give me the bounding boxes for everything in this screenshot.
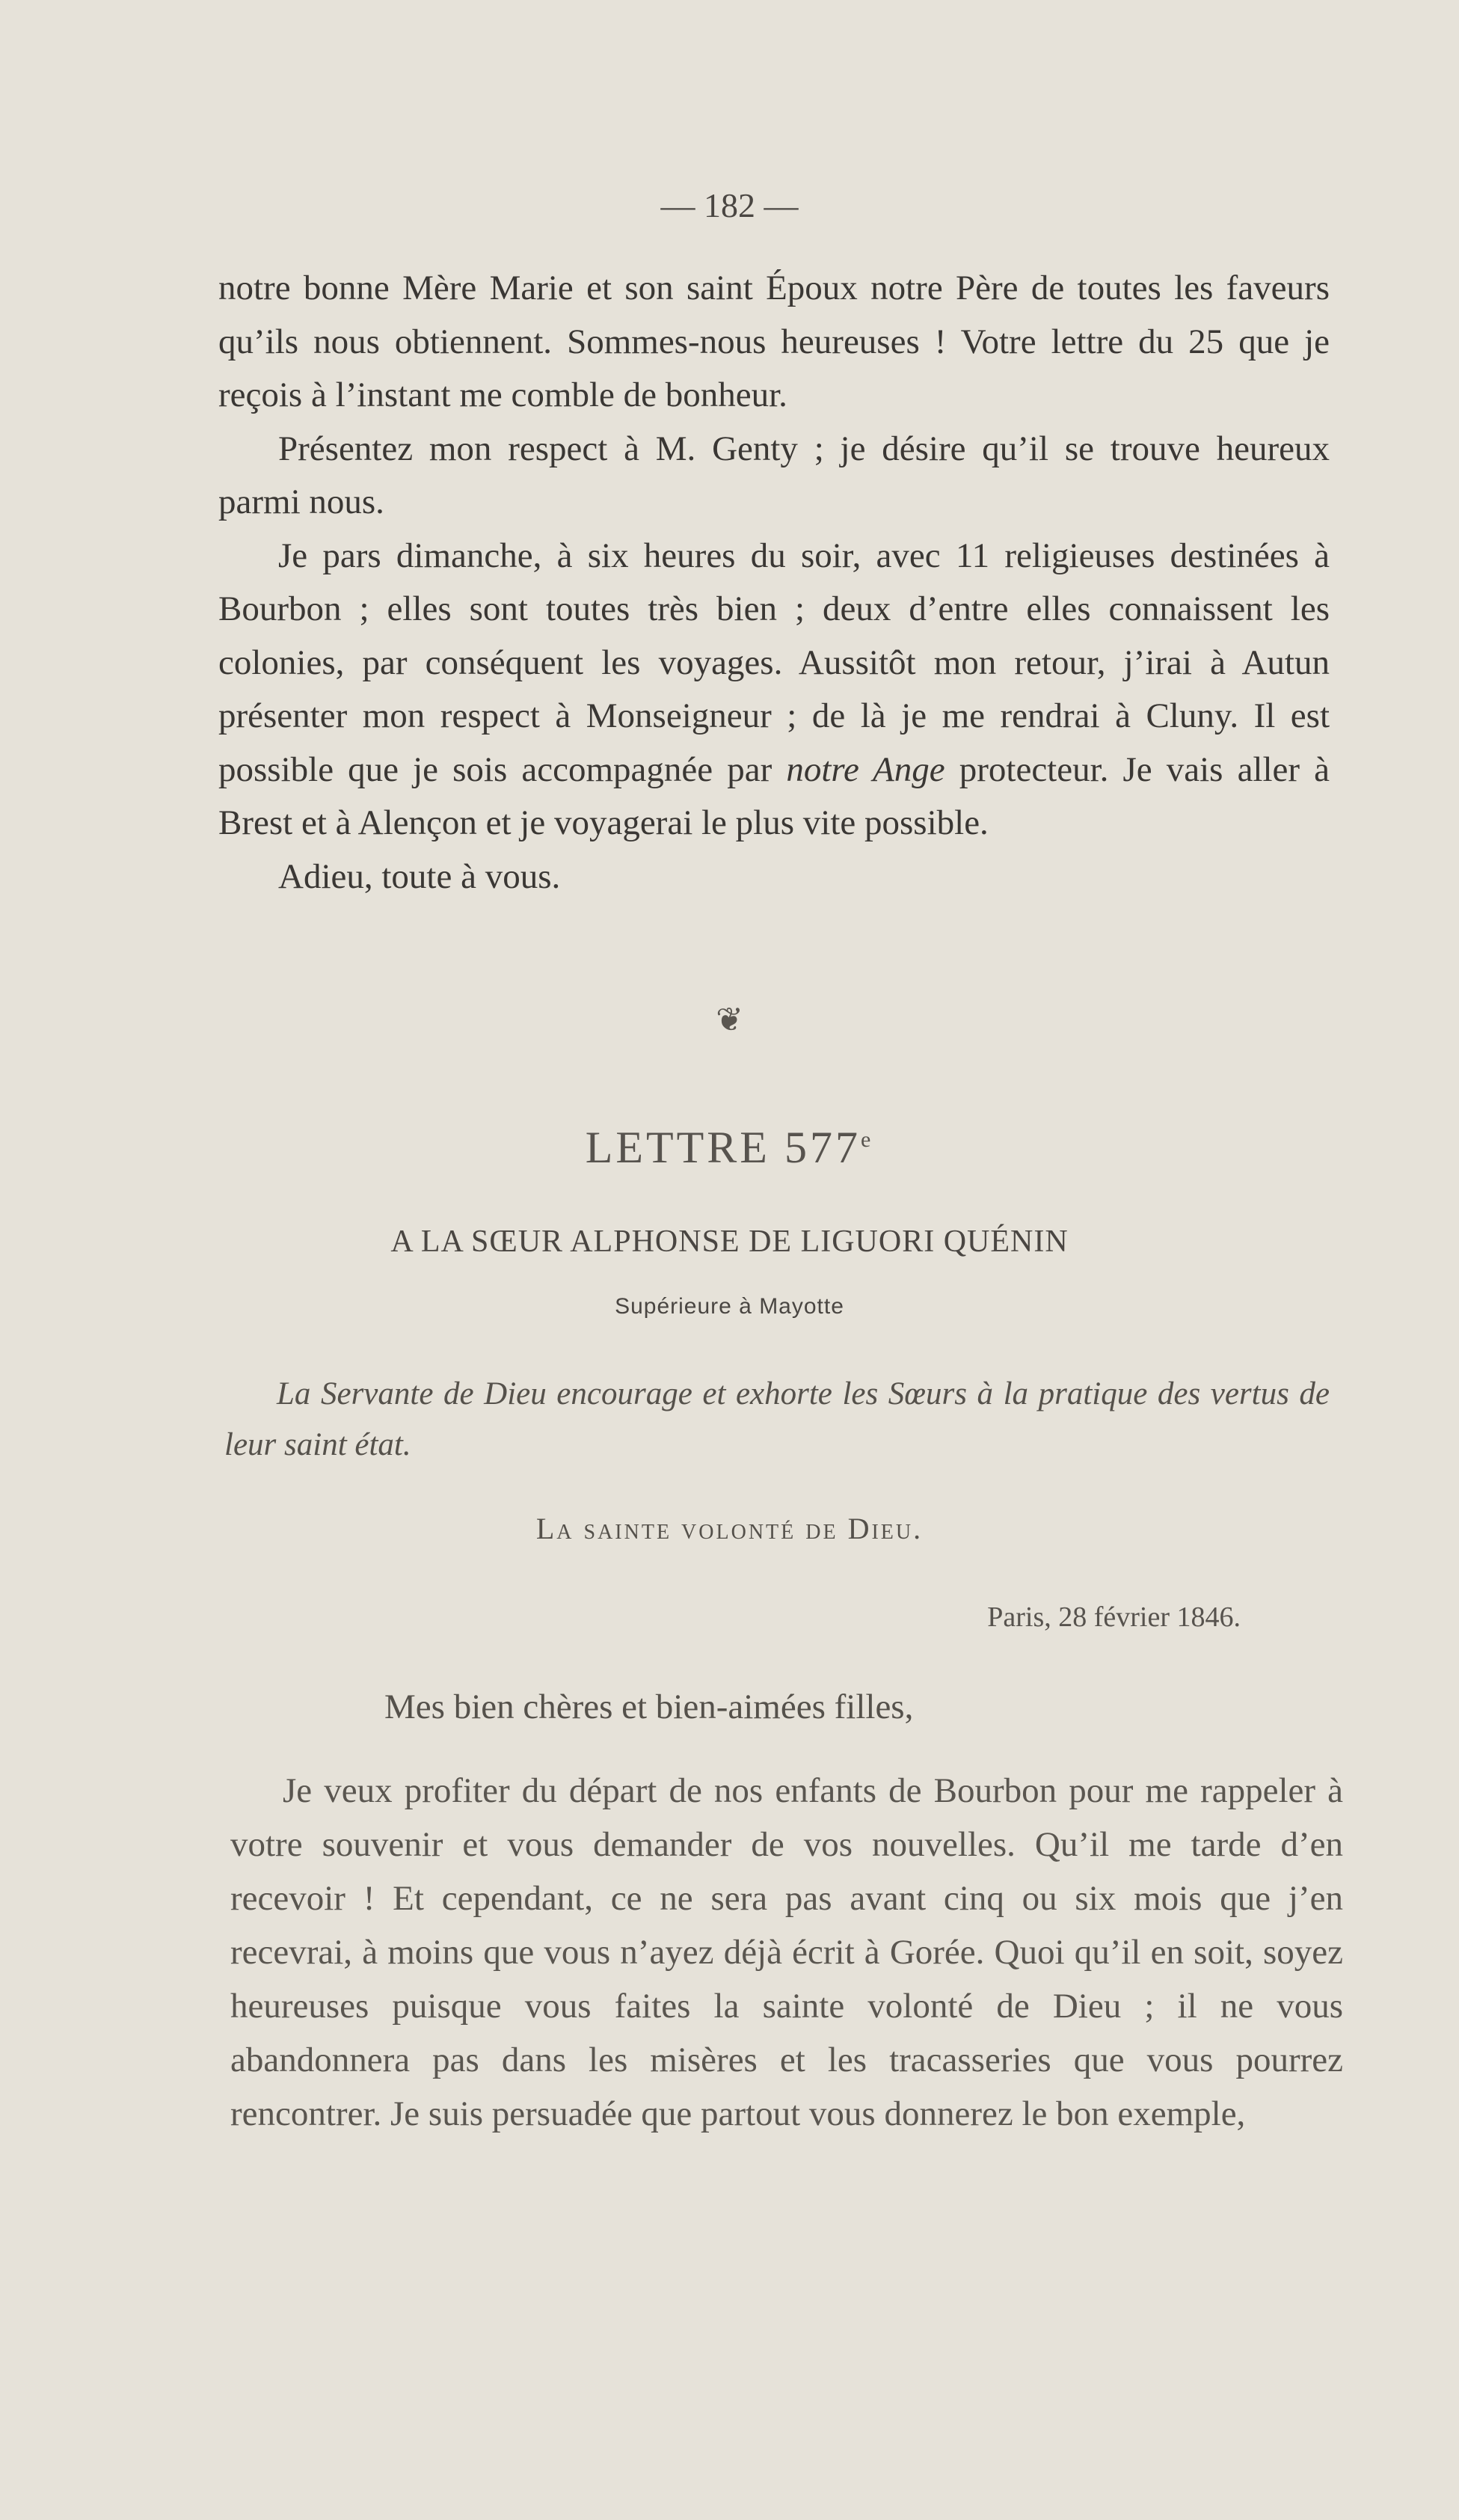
letter-body-paragraph: Je veux profiter du départ de nos enfants de Bourbon pour me rappeler à votre souvenir et vous demander de vos nouvelles. Qu’il me tarde d’en recevoir ! Et cependant, ce ne sera pas avant cinq ou six mois que j’en recevrai, à moins que vous n’ayez déjà écrit à Gorée. Quoi qu’il en soit, soyez heureuses puisque vous faites la sainte volonté de Dieu ; il ne vous abandonnera pas dans les misères et les tracasseries que vous pourrez rencontrer. Je suis persuadée que partout vous donnerez le bon exemple, [230, 1771, 1343, 2133]
letter-summary: La Servante de Dieu encourage et exhorte les Sœurs à la pratique des vertus de leur saint état. [224, 1376, 1330, 1462]
paragraph-3-text-end: protecteur. Je vais aller à Brest et à Alençon et je voyagerai le plus vite possible. [218, 749, 1330, 842]
continuation-text [218, 262, 1330, 904]
closing-line: Adieu, toute à vous. [278, 856, 561, 896]
italic-phrase: notre Ange [786, 749, 945, 789]
letter-motto: La sainte volonté de Dieu. [535, 1512, 924, 1545]
letter-dateline: Paris, 28 février 1846. [987, 1601, 1241, 1633]
paragraph-3-text-start: Je pars dimanche, à six heures du soir, avec 11 religieuses destinées à Bourbon ; elles sont toutes très bien ; deux d’entre elles connaissent les colonies, par conséquent les voyages. Aussitôt mon retour, j’irai à Autun présenter mon respect à Monseigneur ; de là je me rendrai à Cluny. Il est possible que je sois accompagnée par [218, 536, 1330, 789]
recipient-role: Supérieure à Mayotte [615, 1294, 844, 1319]
page-number: — 182 — [660, 186, 799, 224]
letter-recipient: A LA SŒUR ALPHONSE DE LIGUORI QUÉNIN [390, 1224, 1069, 1259]
letter-title-text: LETTRE 577 [585, 1123, 861, 1172]
letter-title [0, 1122, 1459, 1174]
letter-title-suffix: e [860, 1127, 874, 1152]
fleuron-ornament: ❦ [716, 1002, 743, 1038]
continuation-paragraph-2: Présentez mon respect à M. Genty ; je désire qu’il se trouve heureux parmi nous. [218, 429, 1330, 521]
letter-salutation: Mes bien chères et bien-aimées filles, [384, 1687, 914, 1726]
continuation-paragraph-3 [218, 530, 1330, 850]
continuation-paragraph-1: notre bonne Mère Marie et son saint Époux notre Père de toutes les faveurs qu’ils nous obtiennent. Sommes-nous heureuses ! Votre lettre du 25 que je reçois à l’instant me comble de bonheur. [218, 269, 1330, 414]
